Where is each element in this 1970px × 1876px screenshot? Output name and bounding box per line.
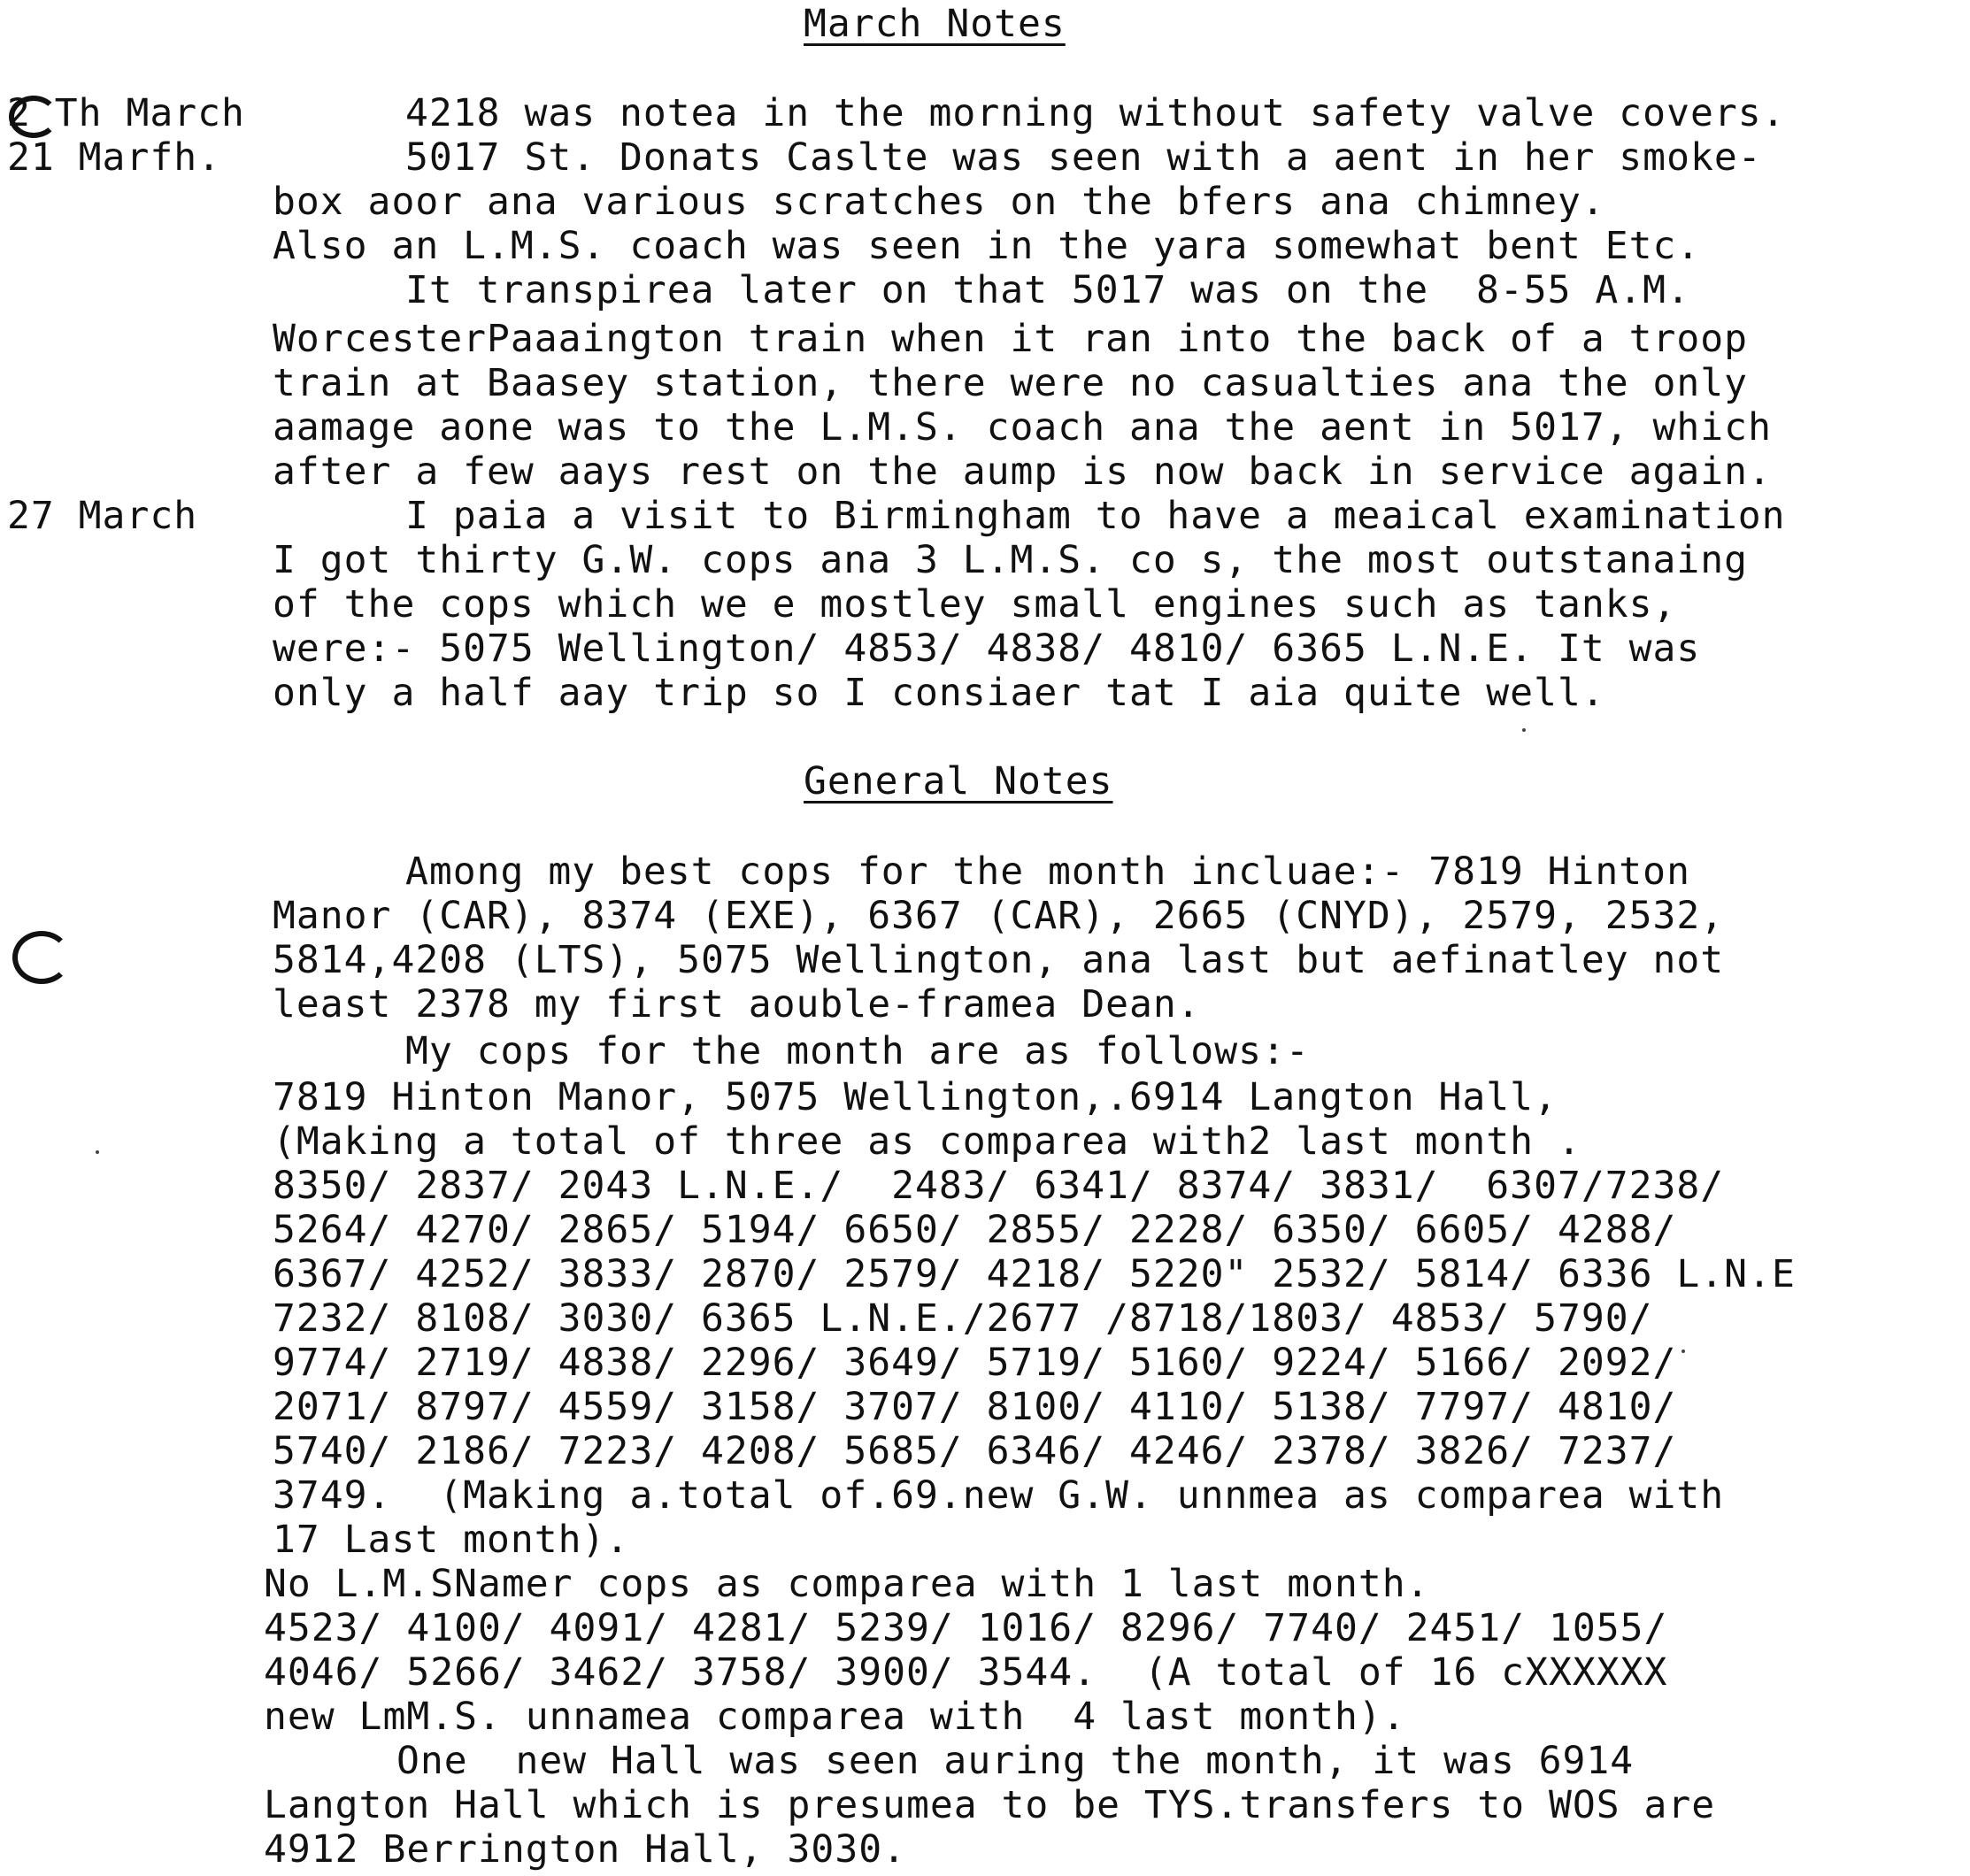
general-line: 17 Last month).: [273, 1518, 630, 1562]
march-line: box aoor ana various scratches on the bfers ana chimney.: [273, 180, 1605, 224]
march-line: aamage aone was to the L.M.S. coach ana the aent in 5017, which: [273, 405, 1772, 450]
march-line: only a half aay trip so I consiaer tat I aia quite well.: [273, 671, 1605, 715]
general-line: 5740/ 2186/ 7223/ 4208/ 5685/ 6346/ 4246/ 2378/ 3826/ 7237/: [273, 1429, 1677, 1473]
general-line: No L.M.SNamer cops as comparea with 1 last month.: [264, 1562, 1430, 1606]
general-line: 4046/ 5266/ 3462/ 3758/ 3900/ 3544. (A total of 16 cXXXXXX: [264, 1650, 1668, 1695]
general-line: 4523/ 4100/ 4091/ 4281/ 5239/ 1016/ 8296/ 7740/ 2451/ 1055/: [264, 1606, 1668, 1650]
general-line: 8350/ 2837/ 2043 L.N.E./ 2483/ 6341/ 8374/ 3831/ 6307/7238/: [273, 1164, 1725, 1208]
march-line: 5017 St. Donats Caslte was seen with a aent in her smoke-: [405, 135, 1762, 180]
march-line: Also an L.M.S. coach was seen in the yara somewhat bent Etc.: [273, 224, 1701, 268]
general-line: One new Hall was seen auring the month, it was 6914: [396, 1739, 1635, 1783]
date-label-27-march: 27 March: [7, 494, 198, 538]
date-label-21-march: 21 Marfh.: [7, 135, 221, 180]
march-line: It transpirea later on that 5017 was on the 8-55 A.M.: [405, 268, 1690, 312]
march-notes-heading: March Notes: [804, 2, 1066, 46]
march-line: 4218 was notea in the morning without safety valve covers.: [405, 91, 1786, 135]
general-line: (Making a total of three as comparea with2 last month .: [273, 1119, 1581, 1164]
general-line: Langton Hall which is presumea to be TYS.transfers to WOS are: [264, 1783, 1716, 1827]
general-notes-heading: General Notes: [804, 759, 1113, 803]
general-line: My cops for the month are as follows:-: [405, 1029, 1310, 1073]
date-label-2th-march: 2 Th March: [7, 91, 245, 135]
march-line: of the cops which we e mostley small engines such as tanks,: [273, 582, 1677, 627]
general-line: 4912 Berrington Hall, 3030.: [264, 1827, 906, 1872]
march-line: WorcesterPaaaington train when it ran into the back of a troop: [273, 317, 1749, 361]
march-line: I got thirty G.W. cops ana 3 L.M.S. co s, the most outstanaing: [273, 538, 1749, 582]
general-line: new LmM.S. unnamea comparea with 4 last month).: [264, 1695, 1406, 1739]
general-line: 2071/ 8797/ 4559/ 3158/ 3707/ 8100/ 4110/ 5138/ 7797/ 4810/: [273, 1385, 1677, 1429]
march-line: were:- 5075 Wellington/ 4853/ 4838/ 4810/ 6365 L.N.E. It was: [273, 627, 1701, 671]
march-line: after a few aays rest on the aump is now back in service again.: [273, 450, 1772, 494]
ink-speck: [96, 1150, 99, 1154]
march-line: train at Baasey station, there were no casualties ana the only: [273, 361, 1749, 405]
ink-blot: [12, 931, 71, 984]
general-line: 7232/ 8108/ 3030/ 6365 L.N.E./2677 /8718/1803/ 4853/ 5790/: [273, 1296, 1653, 1341]
general-line: 3749. (Making a.total of.69.new G.W. unnmea as comparea with: [273, 1473, 1725, 1518]
general-line: Manor (CAR), 8374 (EXE), 6367 (CAR), 2665 (CNYD), 2579, 2532,: [273, 894, 1725, 938]
general-line: Among my best cops for the month incluae:- 7819 Hinton: [405, 850, 1690, 894]
general-line: 9774/ 2719/ 4838/ 2296/ 3649/ 5719/ 5160/ 9224/ 5166/ 2092/: [273, 1341, 1677, 1385]
general-line: least 2378 my first aouble-framea Dean.: [273, 982, 1201, 1026]
general-line: 6367/ 4252/ 3833/ 2870/ 2579/ 4218/ 5220" 2532/ 5814/ 6336 L.N.E: [273, 1252, 1796, 1296]
general-line: 5264/ 4270/ 2865/ 5194/ 6650/ 2855/ 2228/ 6350/ 6605/ 4288/: [273, 1208, 1677, 1252]
ink-blot: [9, 96, 58, 138]
general-line: 5814,4208 (LTS), 5075 Wellington, ana last but aefinatley not: [273, 938, 1725, 982]
ink-speck: [1522, 728, 1526, 732]
ink-speck: [1681, 1349, 1685, 1353]
general-line: 7819 Hinton Manor, 5075 Wellington,.6914 Langton Hall,: [273, 1075, 1558, 1119]
march-line: I paia a visit to Birmingham to have a meaical examination: [405, 494, 1786, 538]
